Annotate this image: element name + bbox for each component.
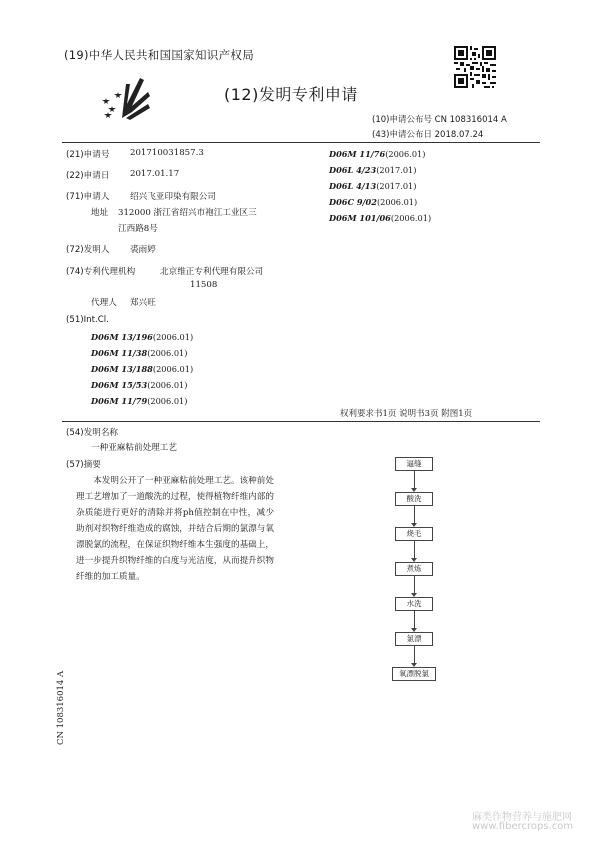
- cnipa-emblem-icon: [96, 74, 156, 120]
- flow-connector: [414, 541, 415, 559]
- agency: 北京维正专利代理有限公司: [160, 267, 264, 277]
- application-date: 2017.01.17: [130, 169, 180, 179]
- agency-code: 11508: [190, 280, 218, 290]
- invention-title-label: (54)发明名称: [66, 428, 119, 438]
- flow-connector: [414, 576, 415, 594]
- watermark-line-2: www.fibercrops.com: [472, 821, 574, 832]
- inventor: 裘雨婷: [130, 245, 156, 255]
- flow-connector: [414, 646, 415, 664]
- address-line-1: 312000 浙江省绍兴市袍江工业区三: [118, 208, 257, 218]
- flow-step: 烧毛: [395, 527, 433, 541]
- page-counts: 权利要求书1页 说明书3页 附图1页: [340, 409, 473, 419]
- qr-code-icon: [454, 46, 496, 88]
- office-name: (19)中华人民共和国国家知识产权局: [64, 48, 255, 62]
- section-divider: [62, 421, 540, 422]
- flow-connector: [414, 611, 415, 629]
- flow-connector: [414, 471, 415, 489]
- applicant: 绍兴飞亚印染有限公司: [130, 192, 216, 202]
- address-line-2: 江西路8号: [118, 224, 158, 234]
- invention-title: 一种亚麻粘前处理工艺: [91, 443, 177, 453]
- intcl-entry: D06L 4/13(2017.01): [329, 181, 417, 191]
- intcl-entry: D06M 11/79(2006.01): [91, 396, 188, 406]
- flow-step: 煮炼: [395, 562, 433, 576]
- agent-label: 代理人: [91, 298, 117, 308]
- inventor-label: (72)发明人: [66, 245, 110, 255]
- intcl-entry: D06M 13/196(2006.01): [91, 332, 194, 342]
- publication-date: (43)申请公布日 2018.07.24: [372, 130, 484, 140]
- agency-label: (74)专利代理机构: [66, 267, 136, 277]
- abstract-text: 本发明公开了一种亚麻粘前处理工艺。该种前处理工艺增加了一道酸洗的过程，使得植物纤维内部的杂质能进行更好的清除并将ph值控制在中性，减少助剂对织物纤维造成的腐蚀，并结合后期的氯漂与氧漂脱氯的流程，在保证织物纤维本生强度的基础上，进一步提升织物纤维的白度与光洁度，从而提升织物纤维的加工质量。: [76, 476, 274, 582]
- watermark-line-1: 麻类作物营养与施肥网: [472, 812, 572, 823]
- side-publication-number: CN 108316014 A: [56, 670, 66, 745]
- flow-step: 氯漂: [395, 632, 433, 646]
- document-type-title: (12)发明专利申请: [224, 85, 358, 104]
- header-divider: [62, 142, 540, 143]
- intcl-entry: D06C 9/02(2006.01): [329, 197, 418, 207]
- flow-connector: [414, 506, 415, 524]
- address-label: 地址: [91, 208, 109, 218]
- flow-step: 氧漂脱氯: [392, 667, 436, 681]
- publication-number: (10)申请公布号 CN 108316014 A: [372, 115, 507, 125]
- application-date-label: (22)申请日: [66, 171, 110, 181]
- intcl-entry: D06L 4/23(2017.01): [329, 165, 417, 175]
- abstract-label: (57)摘要: [66, 460, 101, 470]
- intcl-label: (51)Int.Cl.: [66, 315, 109, 325]
- application-number-label: (21)申请号: [66, 150, 110, 160]
- agent: 郑兴旺: [130, 298, 156, 308]
- flow-step: 酸洗: [395, 492, 433, 506]
- intcl-entry: D06M 15/53(2006.01): [91, 380, 188, 390]
- intcl-entry: D06M 13/188(2006.01): [91, 364, 194, 374]
- intcl-entry: D06M 101/06(2006.01): [329, 213, 432, 223]
- applicant-label: (71)申请人: [66, 192, 110, 202]
- application-number: 201710031857.3: [130, 148, 204, 158]
- intcl-entry: D06M 11/38(2006.01): [91, 348, 188, 358]
- flow-step: 逼缝: [395, 457, 433, 471]
- flow-step: 水洗: [395, 597, 433, 611]
- intcl-entry: D06M 11/76(2006.01): [329, 149, 426, 159]
